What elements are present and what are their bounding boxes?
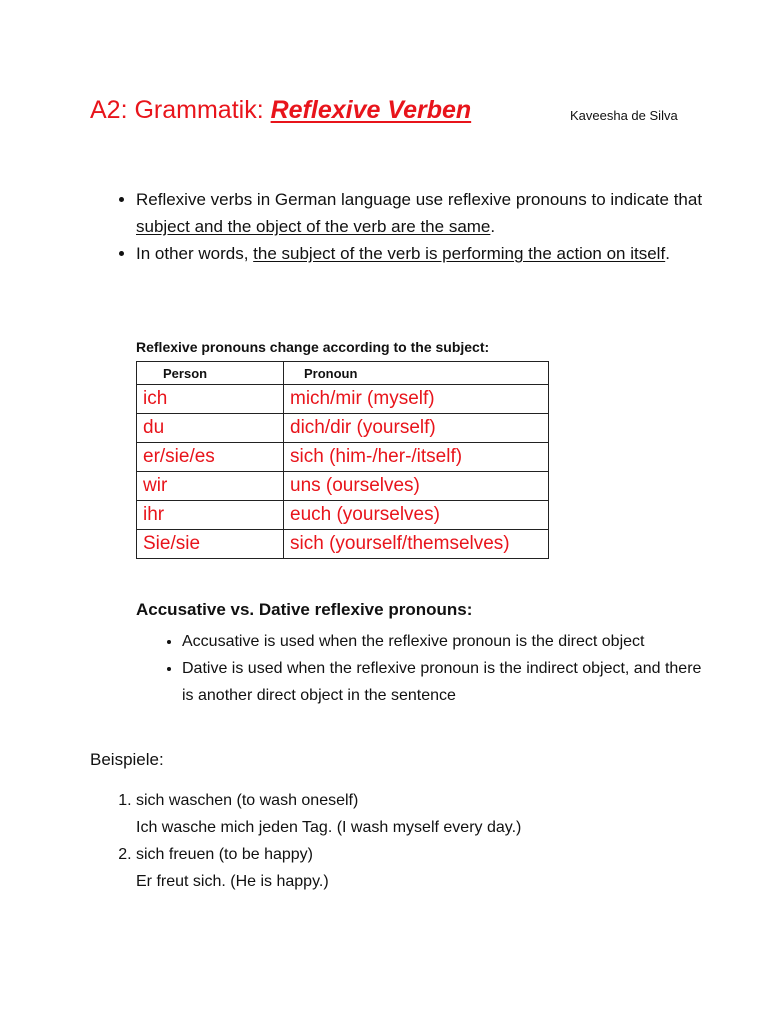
person-cell: ich <box>137 385 284 414</box>
table-row <box>137 501 549 530</box>
table-row <box>137 443 549 472</box>
title-row <box>90 96 710 136</box>
example-verb: sich freuen (to be happy) <box>136 846 313 863</box>
list-item: • Accusative is used when the reflexive pronoun is the direct object <box>182 628 702 655</box>
pronoun-cell: sich (yourself/themselves) <box>284 530 549 559</box>
intro-bullet-end: . <box>490 217 496 236</box>
person-cell: ihr <box>137 501 284 530</box>
pronoun-cell: dich/dir (yourself) <box>284 414 549 443</box>
accusative-dative-list <box>158 628 702 709</box>
title-prefix: A2: Grammatik: <box>90 96 271 124</box>
title-emphasis: Reflexive Verben <box>270 96 472 124</box>
person-cell: wir <box>137 472 284 501</box>
table-header-row <box>137 362 549 385</box>
pronoun-cell: euch (yourselves) <box>284 501 549 530</box>
person-cell: du <box>137 414 284 443</box>
examples-list <box>112 787 696 895</box>
example-sentence: Er freut sich. (He is happy.) <box>136 873 329 890</box>
intro-bullet-list <box>112 186 716 267</box>
table-caption: Reflexive pronouns change according to the subject: <box>136 339 490 355</box>
intro-bullet-text: Reflexive verbs in German language use reflexive pronouns to indicate that <box>136 190 703 209</box>
table-row <box>137 385 549 414</box>
list-item: • Dative is used when the reflexive pronoun is the indirect object, and there is another direct object in the sentence <box>182 655 702 709</box>
intro-bullet-underlined: the subject of the verb is performing the action on itself <box>253 244 666 263</box>
page-title <box>90 96 471 125</box>
example-item <box>136 787 696 841</box>
intro-bullet <box>136 186 716 240</box>
table-row <box>137 530 549 559</box>
pronoun-cell: sich (him-/her-/itself) <box>284 443 549 472</box>
intro-bullet-end: . <box>665 244 670 263</box>
column-header-person: Person <box>137 362 284 385</box>
intro-bullet-text: In other words, <box>136 244 254 263</box>
intro-bullet-underlined: subject and the object of the verb are the same <box>136 217 491 236</box>
intro-bullet <box>136 240 716 267</box>
example-verb: sich waschen (to wash oneself) <box>136 792 359 809</box>
pronoun-cell: uns (ourselves) <box>284 472 549 501</box>
examples-label: Beispiele: <box>90 750 164 769</box>
example-sentence: Ich wasche mich jeden Tag. (I wash myself every day.) <box>136 819 522 836</box>
person-cell: er/sie/es <box>137 443 284 472</box>
table-row <box>137 472 549 501</box>
person-cell: Sie/sie <box>137 530 284 559</box>
column-header-pronoun: Pronoun <box>284 362 549 385</box>
author-name: Kaveesha de Silva <box>570 108 678 123</box>
reflexive-pronoun-table <box>136 361 549 559</box>
accusative-dative-heading: Accusative vs. Dative reflexive pronouns: <box>136 600 473 619</box>
example-item <box>136 841 696 895</box>
pronoun-cell: mich/mir (myself) <box>284 385 549 414</box>
table-row <box>137 414 549 443</box>
